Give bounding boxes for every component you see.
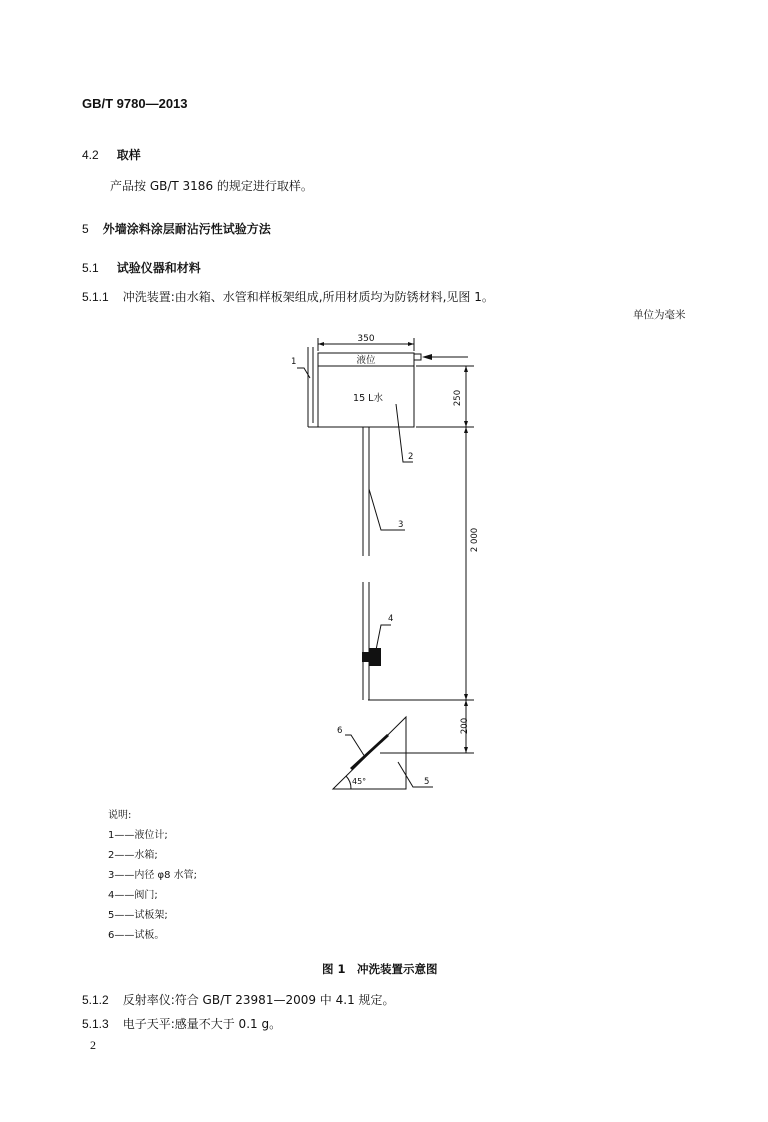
figure-caption: 图 1 冲洗装置示意图 (322, 962, 438, 976)
legend-item: 2——水箱; (108, 850, 158, 861)
callout-5: 5 (424, 777, 430, 787)
page-number: 2 (90, 1038, 96, 1052)
width-label: 350 (357, 334, 375, 344)
clause-text: 反射率仪:符合 GB/T 23981—2009 中 4.1 规定。 (122, 993, 395, 1007)
tank-height-label: 250 (453, 389, 463, 407)
legend-item: 3——内径 φ8 水管; (108, 870, 198, 881)
arrow-width-right (408, 342, 414, 346)
test-panel (350, 734, 389, 770)
clause-text: 电子天平:感量不大于 0.1 g。 (122, 1017, 282, 1031)
bottom-gap-label: 200 (460, 717, 470, 735)
callout-4: 4 (388, 614, 394, 624)
leader-6 (345, 735, 365, 757)
clause-number: 5.1.2 (82, 993, 109, 1007)
arrow-250-top (464, 366, 468, 372)
clause-text: 冲洗装置:由水箱、水管和样板架组成,所用材质均为防锈材料,见图 1。 (122, 290, 494, 304)
arrow-2000-bottom (464, 694, 468, 700)
arrow-200-bottom (464, 747, 468, 753)
inlet-pipe (414, 354, 421, 360)
document-header: GB/T 9780—2013 (82, 96, 188, 111)
section-title: 试验仪器和材料 (116, 261, 201, 275)
valve-handle (369, 648, 381, 666)
arrow-250-bottom (464, 421, 468, 427)
inlet-arrow-head (422, 354, 432, 360)
clause-number: 5.1.3 (82, 1017, 109, 1031)
section-title: 外墙涂料涂层耐沾污性试验方法 (102, 222, 271, 236)
section-5-1-3 (82, 1015, 281, 1032)
arrow-width-left (318, 342, 324, 346)
legend-item: 1——液位计; (108, 830, 168, 841)
water-capacity-label: 15 L水 (353, 393, 383, 404)
section-4-2-text: 产品按 GB/T 3186 的规定进行取样。 (110, 179, 313, 193)
section-5-1-2 (82, 991, 395, 1008)
callout-3: 3 (398, 520, 404, 530)
section-number: 5.1 (82, 261, 99, 275)
unit-note: 单位为毫米 (633, 309, 686, 321)
pipe-length-label: 2 000 (470, 527, 480, 553)
callout-2: 2 (408, 452, 414, 462)
section-number: 4.2 (82, 148, 99, 162)
arrow-200-top (464, 700, 468, 706)
figure-legend (108, 806, 197, 946)
legend-item: 6——试板。 (108, 930, 165, 941)
section-title: 取样 (116, 148, 141, 162)
angle-arc (346, 776, 351, 789)
level-label: 液位 (356, 355, 376, 366)
callout-6: 6 (337, 726, 343, 736)
legend-title: 说明: (108, 810, 132, 821)
angle-label: 45° (352, 777, 367, 786)
clause-number: 5.1.1 (82, 290, 109, 304)
arrow-2000-top (464, 427, 468, 433)
legend-item: 5——试板架; (108, 910, 168, 921)
legend-item: 4——阀门; (108, 890, 158, 901)
section-number: 5 (82, 222, 89, 236)
callout-1: 1 (291, 357, 297, 367)
